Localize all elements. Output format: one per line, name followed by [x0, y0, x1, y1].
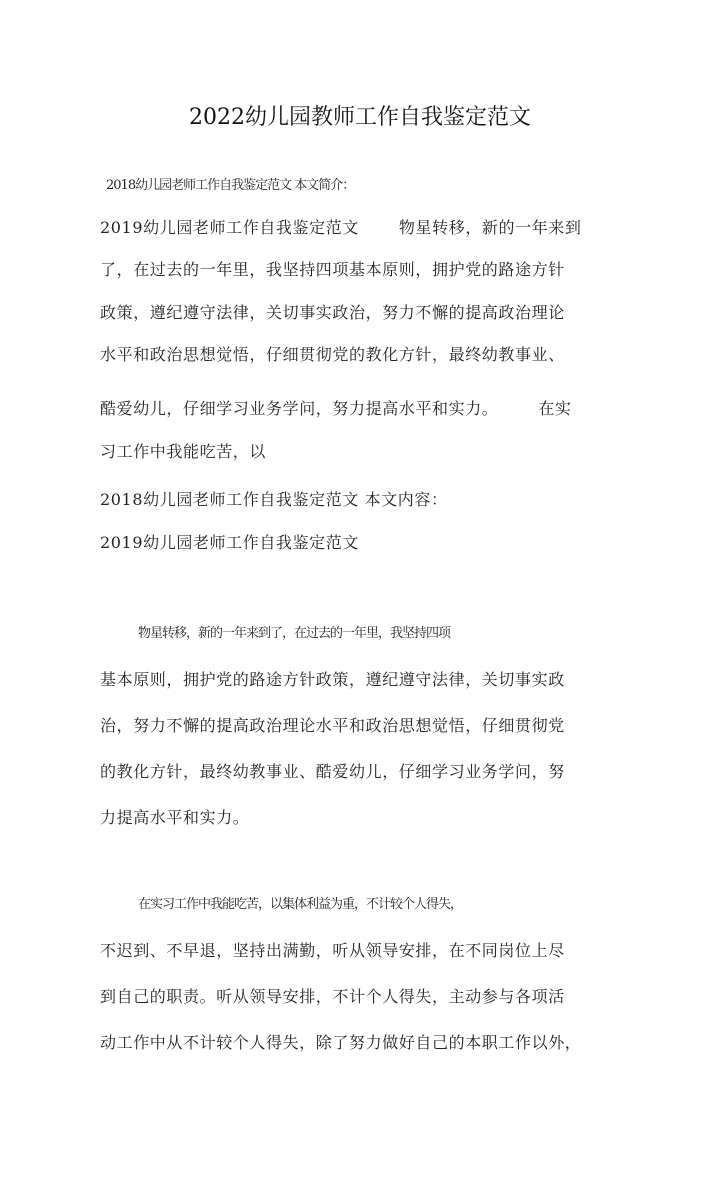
paragraph-line: 不迟到、不早退，坚持出满勤，听从领导安排，在不同岗位上尽: [100, 941, 565, 960]
paragraph-line: 力提高水平和实力。: [100, 808, 250, 827]
intro-text: 物星转移，新的一年来到: [398, 218, 582, 237]
intro-line: [100, 216, 640, 240]
intro-line: 习工作中我能吃苦，以: [100, 442, 267, 461]
intro-text: 2019幼儿园老师工作自我鉴定范文: [100, 218, 359, 237]
intro-line: 水平和政治思想觉悟，仔细贯彻党的教化方针，最终幼教事业、: [100, 345, 565, 364]
paragraph-line: 物星转移，新的一年来到了，在过去的一年里，我坚持四项: [138, 626, 451, 641]
intro-text: 酷爱幼儿，仔细学习业务学问，努力提高水平和实力。: [100, 399, 499, 418]
paragraph-line: 治，努力不懈的提高政治理论水平和政治思想觉悟，仔细贯彻党: [100, 716, 565, 735]
intro-line: 2018幼儿园老师工作自我鉴定范文 本文简介：: [106, 178, 355, 193]
intro-line: 政策，遵纪遵守法律，关切事实政治，努力不懈的提高政治理论: [100, 303, 565, 322]
intro-text: 在实: [538, 399, 572, 418]
intro-line: 2018幼儿园老师工作自我鉴定范文 本文内容：: [100, 490, 448, 509]
intro-line: 了，在过去的一年里，我坚持四项基本原则，拥护党的路途方针: [100, 260, 565, 279]
intro-line: 2019幼儿园老师工作自我鉴定范文: [100, 533, 359, 552]
paragraph-line: 在实习工作中我能吃苦，以集体利益为重，不计较个人得失，: [138, 897, 463, 912]
intro-line: [100, 397, 640, 421]
paragraph-line: 到自己的职责。听从领导安排，不计个人得失，主动参与各项活: [100, 987, 565, 1006]
paragraph-line: 的教化方针，最终幼教事业、酷爱幼儿，仔细学习业务学问，努: [100, 762, 565, 781]
paragraph-line: 动工作中从不计较个人得失，除了努力做好自己的本职工作以外，: [100, 1033, 582, 1052]
document-title: 2022幼儿园教师工作自我鉴定范文: [189, 105, 531, 130]
paragraph-line: 基本原则，拥护党的路途方针政策，遵纪遵守法律，关切事实政: [100, 670, 565, 689]
